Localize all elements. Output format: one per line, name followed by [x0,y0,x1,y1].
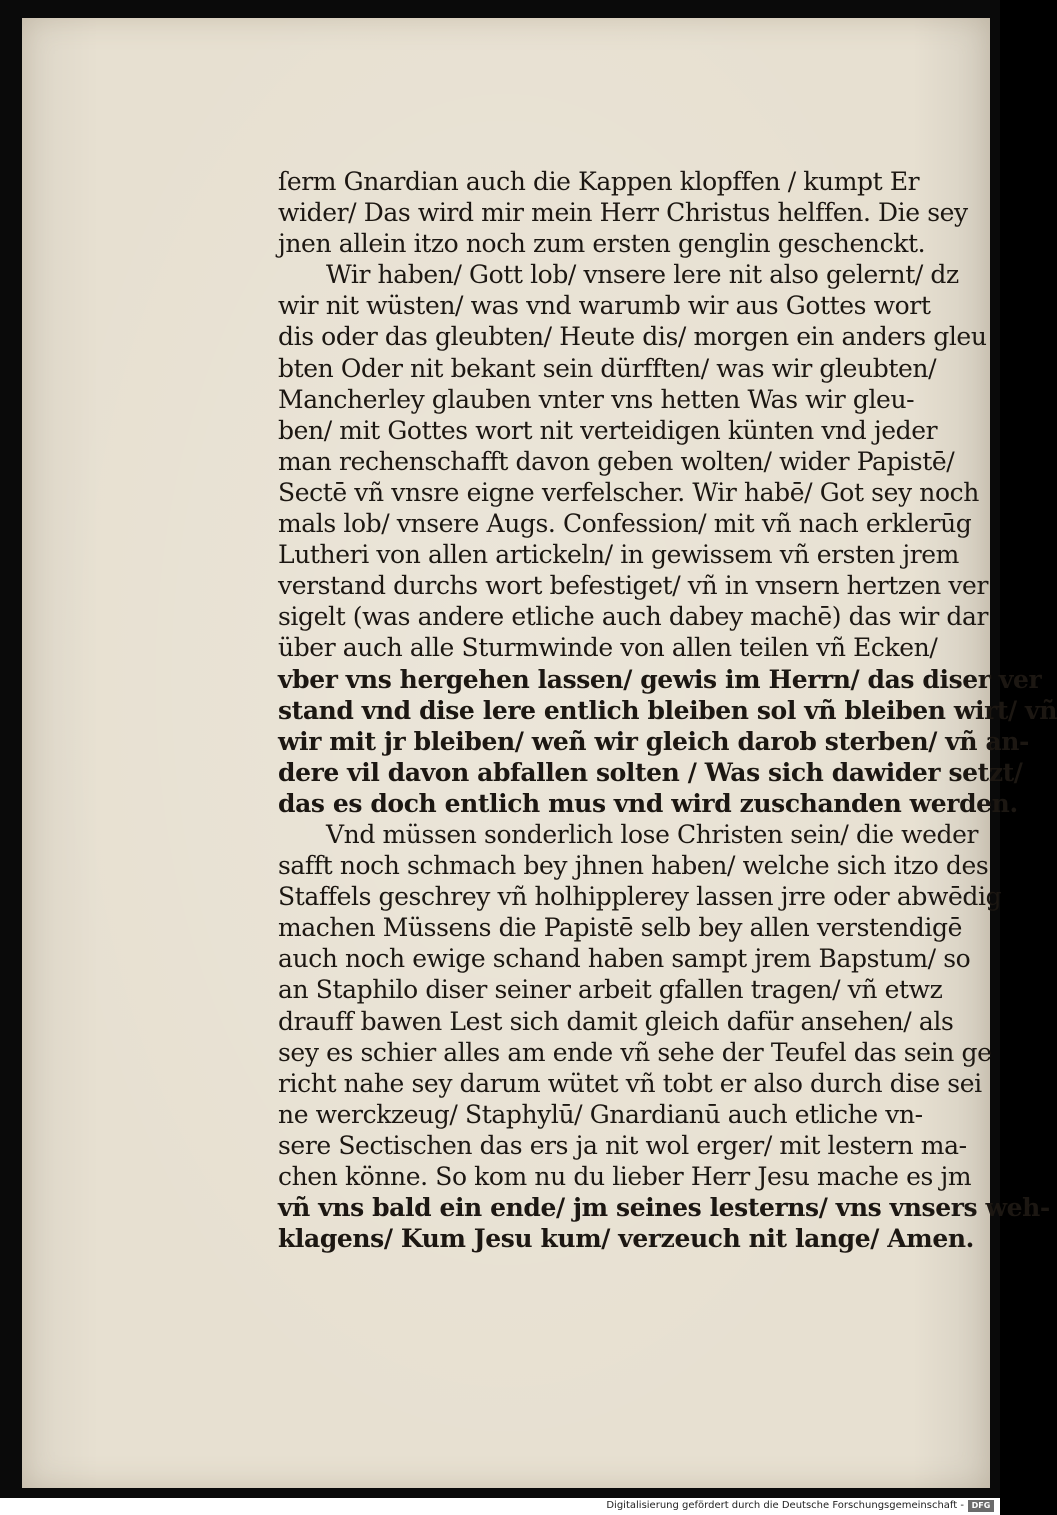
text-line: Mancherley glauben vnter vns hetten Was wir gleu- [278,384,915,414]
text-line: vñ vns bald ein ende/ jm seines lesterns/ vns vnsers weh- [278,1193,1050,1223]
text-line: machen Müssens die Papistē selb bey allen verstendigē [278,913,962,943]
text-line: ne werckzeug/ Staphylū/ Gnardianū auch etliche vn- [278,1099,923,1129]
text-line: sey es schier alles am ende vñ sehe der Teufel das sein ge [278,1037,992,1067]
text-line: man rechenschafft davon geben wolten/ wider Papistē/ [278,446,955,476]
text-line: ſerm Gnardian auch die Kappen klopffen / kumpt Er [278,167,920,196]
page-text [278,166,1057,1254]
text-line: auch noch ewige schand haben sampt jrem Bapstum/ so [278,944,971,974]
text-line: das es doch entlich mus vnd wird zuschanden werden. [278,788,1018,818]
text-line: dere vil davon abfallen solten / Was sich dawider setzt/ [278,757,1023,787]
text-line: über auch alle Sturmwinde von allen teilen vñ Ecken/ [278,633,938,663]
text-line: bten Oder nit bekant sein dürfften/ was wir gleubten/ [278,353,937,383]
text-line: jnen allein itzo noch zum ersten genglin geschenckt. [278,229,926,259]
text-line: vber vns hergehen lassen/ gewis im Herrn/ das diser ver [278,664,1042,694]
text-line: wider/ Das wird mir mein Herr Christus helffen. Die sey [278,198,968,228]
text-line: Lutheri von allen artickeln/ in gewissem vñ ersten jrem [278,540,959,570]
text-line: Staffels geschrey vñ holhipplerey lassen jrre oder abwēdig [278,882,1002,912]
text-line: verstand durchs wort befestiget/ vñ in vnsern hertzen ver [278,571,989,601]
text-line: ben/ mit Gottes wort nit verteidigen künten vnd jeder [278,415,938,445]
text-line: stand vnd dise lere entlich bleiben sol vñ bleiben wirt/ vñ [278,695,1057,725]
dfg-logo: DFG [968,1500,994,1512]
text-line: mals lob/ vnsere Augs. Confession/ mit vñ nach erklerūg [278,509,972,539]
text-line: chen könne. So kom nu du lieber Herr Jesu mache es jm [278,1162,972,1191]
text-line: sigelt (was andere etliche auch dabey machē) das wir dar [278,602,989,632]
text-line: safft noch schmach bey jhnen haben/ welche sich itzo des [278,851,989,881]
text-line: klagens/ Kum Jesu kum/ verzeuch nit lange/ Amen. [278,1224,974,1254]
text-line: richt nahe sey darum wütet vñ tobt er also durch dise sei [278,1068,982,1098]
text-line: wir nit wüsten/ was vnd warumb wir aus Gottes wort [278,291,931,321]
text-line: dis oder das gleubten/ Heute dis/ morgen ein anders gleu [278,322,987,352]
text-line: Sectē vñ vnsre eigne verfelscher. Wir habē/ Got sey noch [278,477,979,507]
text-line: sere Sectischen das ers ja nit wol erger/ mit lestern ma- [278,1130,967,1160]
text-line: drauff bawen Lest sich damit gleich dafür ansehen/ als [278,1006,954,1036]
text-line: Vnd müssen sonderlich lose Christen sein/ die weder [326,819,979,849]
footer-bar [0,1498,1000,1515]
funding-credit: Digitalisierung gefördert durch die Deutsche Forschungsgemeinschaft - [606,1500,964,1511]
text-line: Wir haben/ Gott lob/ vnsere lere nit also gelernt/ dz [326,260,959,290]
book-page [22,18,1057,1488]
text-line: an Staphilo diser seiner arbeit gfallen tragen/ vñ etwz [278,975,943,1005]
text-line: wir mit jr bleiben/ weñ wir gleich darob sterben/ vñ an- [278,726,1030,756]
